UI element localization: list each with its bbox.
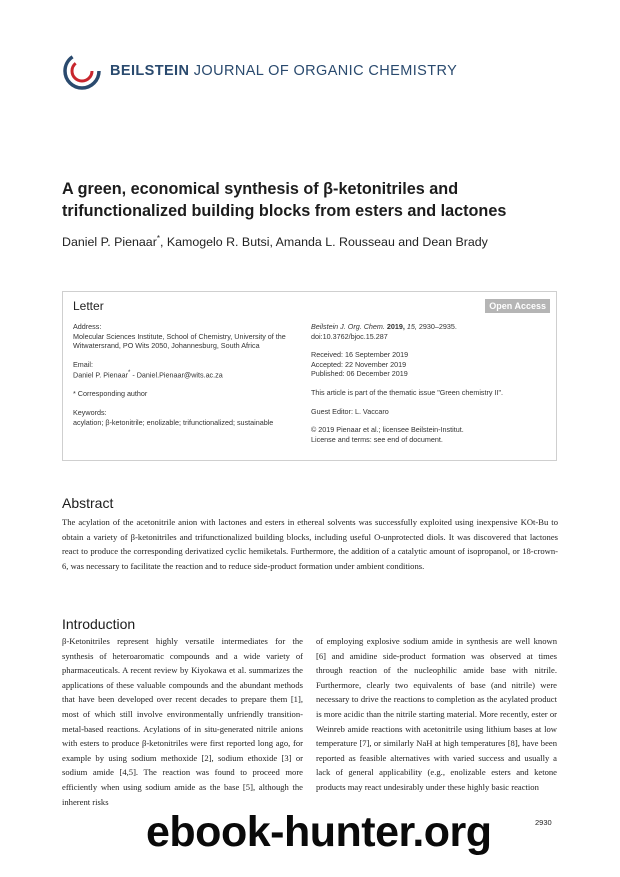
email-line: Daniel P. Pienaar* - Daniel.Pienaar@wits.ac.za xyxy=(73,370,223,380)
citation: Beilstein J. Org. Chem. 2019, 15, 2930–2935. xyxy=(311,322,457,331)
article-info-box xyxy=(62,291,557,461)
info-left-column xyxy=(73,322,303,436)
doi-link[interactable]: doi:10.3762/bjoc.15.287 xyxy=(311,331,388,341)
author-list xyxy=(62,234,562,249)
introduction-heading: Introduction xyxy=(62,616,136,632)
open-access-badge: Open Access xyxy=(485,299,550,313)
beilstein-logo-icon xyxy=(62,51,102,91)
article-type: Letter xyxy=(73,299,104,313)
journal-name: BEILSTEIN JOURNAL OF ORGANIC CHEMISTRY xyxy=(110,63,458,79)
email-link[interactable]: - Daniel.Pienaar@wits.ac.za xyxy=(130,370,223,380)
journal-logo xyxy=(62,51,482,91)
other-authors: , Kamogelo R. Butsi, Amanda L. Rousseau and Dean Brady xyxy=(159,235,488,250)
thematic-issue: This article is part of the thematic issue "Green chemistry II". xyxy=(311,387,504,397)
published-date: Published: 06 December 2019 xyxy=(311,369,408,379)
article-title: A green, economical synthesis of β-ketonitriles and trifunctionalized building blocks from esters and lactones xyxy=(62,180,507,220)
introduction-left-column: β-Ketonitriles represent highly versatile intermediates for the synthesis of heteroaromatic compounds and a wide variety of pharmaceuticals. A recent review by Kiyokawa et al. summarizes the applications of these valuable compounds and the abundant methods that have been developed over recent decades to prepare them [1], most of which still involve environmentally unfriendly transition-metal-based reactions. Acylations of in situ-generated nitrile anions with esters to produce β-ketonitriles were first reported long ago, for example by using sodium methoxide [2], sodium ethoxide [3] or sodium amide [4,5]. The reaction was found to proceed more efficiently when using sodium amide as the base [5], although the inherent risks xyxy=(62,636,303,807)
page-number: 2930 xyxy=(535,818,552,827)
watermark: ebook-hunter.org xyxy=(146,808,492,856)
license: License and terms: see end of document. xyxy=(311,434,443,444)
keywords-label: Keywords: xyxy=(73,407,107,417)
address-text: Molecular Sciences Institute, School of Chemistry, University of the Witwatersrand, PO Wits 2050, Johannesburg, South Africa xyxy=(73,331,286,351)
copyright: © 2019 Pienaar et al.; licensee Beilstein-Institut. xyxy=(311,425,464,435)
abstract-heading: Abstract xyxy=(62,495,114,511)
received-date: Received: 16 September 2019 xyxy=(311,350,409,360)
email-label: Email: xyxy=(73,359,93,369)
accepted-date: Accepted: 22 November 2019 xyxy=(311,359,407,369)
keywords-text: acylation; β-ketonitrile; enolizable; trifunctionalized; sustainable xyxy=(73,417,274,427)
author-mark: * xyxy=(156,234,160,243)
address-label: Address: xyxy=(73,322,102,331)
introduction-right-column: of employing explosive sodium amide in synthesis are well known [6] and amidine side-product formation was observed at times through reaction of the nucleophilic amide base with nitrile. Furthermore, clearly two equivalents of base (and nitrile) were necessary to drive the reactions to completion as the acylated product is more acidic than the nitrile starting material. More recently, ester or Weinreb amide reactions with acetonitrile using lithium bases at low temperature [7], or similarly NaH at high temperatures [8], have been reported as feasible alternatives with varied success and usually a lack of general applicability (e.g., enolizable esters and ketone products may react undesirably under these highly basic reaction xyxy=(316,636,557,792)
corresponding-note: * Corresponding author xyxy=(73,389,148,399)
info-right-column xyxy=(311,322,551,453)
corresponding-author[interactable]: Daniel P. Pienaar xyxy=(62,235,157,250)
guest-editor: Guest Editor: L. Vaccaro xyxy=(311,406,389,416)
abstract-text: The acylation of the acetonitrile anion with lactones and esters in ethereal solvents was successfully exploited using inexpensive KOt-Bu to obtain a variety of β-ketonitriles and trifunctionalized building blocks, including useful O-unprotected diols. It was discovered that lactones react to produce the corresponding derivatized cyclic hemiketals. Furthermore, the addition of a catalytic amount of isopropanol, or 18-crown-6, was necessary to facilitate the reaction and to reduce side-product formation under ambient conditions. xyxy=(62,517,558,571)
